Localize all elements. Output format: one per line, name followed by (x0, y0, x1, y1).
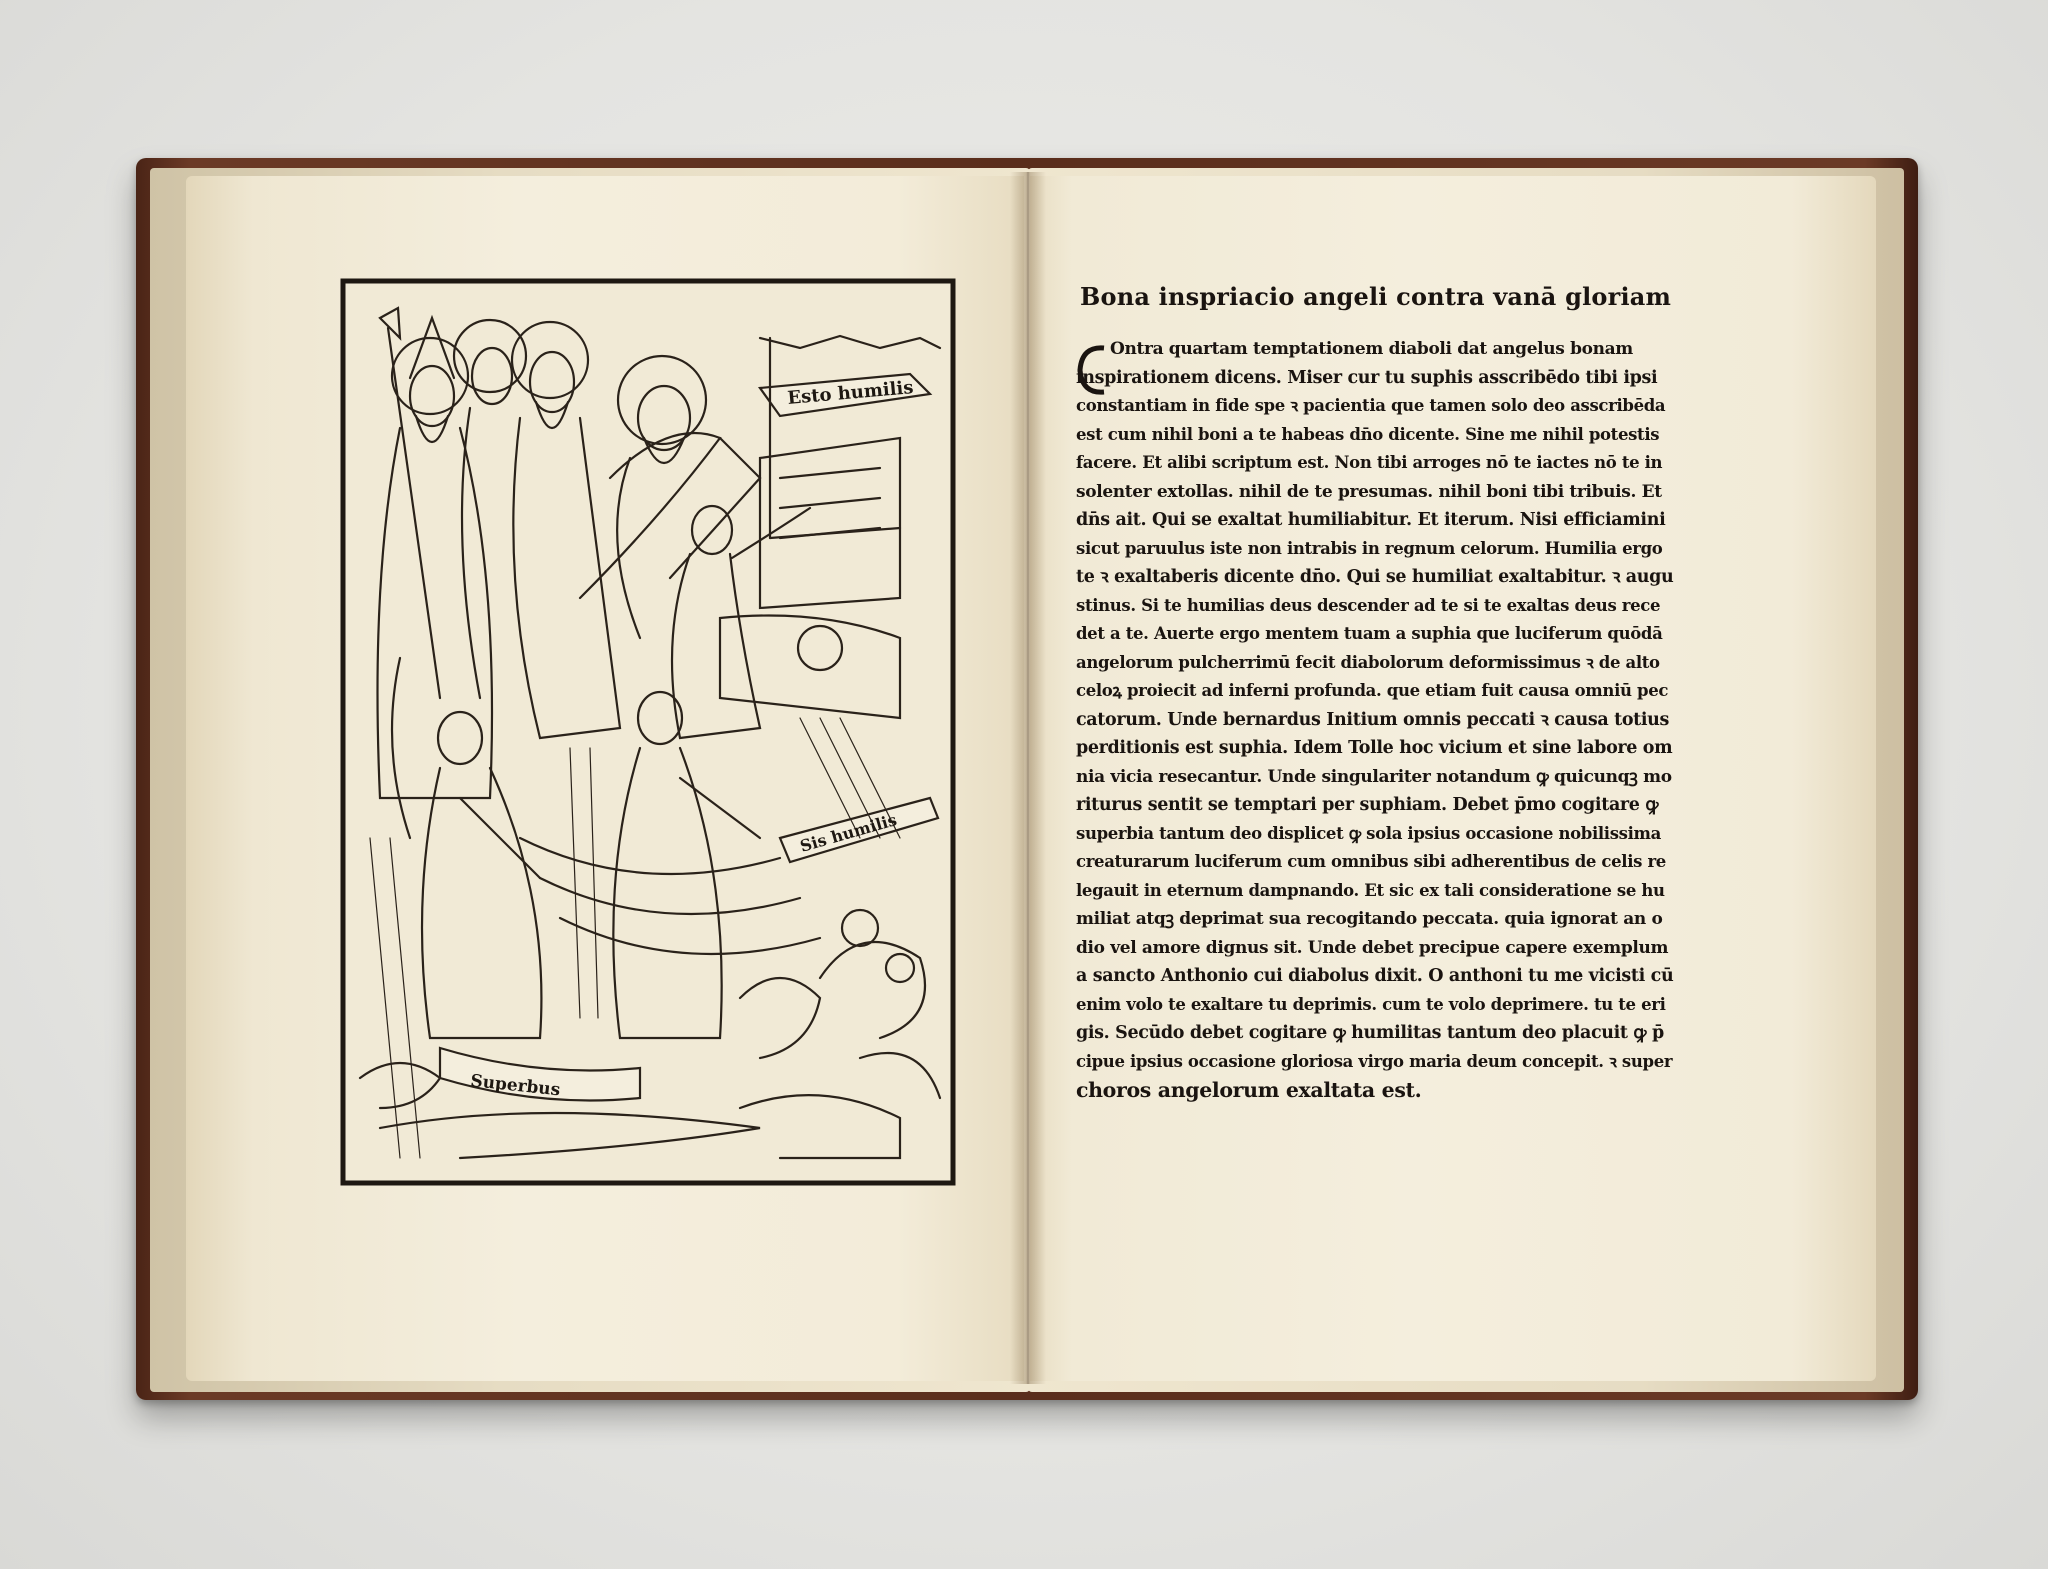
book-gutter (1010, 172, 1046, 1384)
text-line: catorum. Unde bernardus Initium omnis peccati ꝛ causa totius (1076, 709, 1670, 730)
text-line: perditionis est suphia. Idem Tolle hoc vicium et sine labore om (1076, 738, 1673, 758)
text-line: Ontra quartam temptationem diaboli dat angelus bonam (1110, 339, 1633, 359)
text-line: dn̄s ait. Qui se exaltat humiliabitur. Et iterum. Nisi efficiamini (1076, 510, 1666, 530)
text-line: sicut paruulus iste non intrabis in regnum celorum. Humilia ergo (1076, 538, 1663, 558)
woodcut-drawing (340, 278, 956, 1186)
drop-cap-initial (1076, 340, 1110, 398)
text-line: enim volo te exaltare tu deprimis. cum te volo deprimere. tu te eri (1076, 994, 1666, 1014)
text-line: te ꝛ exaltaberis dicente dn̄o. Qui se humiliat exaltabitur. ꝛ augu (1076, 567, 1674, 587)
text-line: legauit in eternum dampnando. Et sic ex tali consideratione se hu (1076, 880, 1665, 900)
text-line: a sancto Anthonio cui diabolus dixit. O anthoni tu me vicisti cū (1076, 966, 1674, 986)
text-line: riturus sentit se temptari per suphiam. Debet p̄mo cogitare ꝙ (1076, 795, 1659, 815)
text-line: stinus. Si te humilias deus descender ad te si te exaltas deus rece (1076, 595, 1661, 615)
text-line: inspirationem dicens. Miser cur tu suphis asscribēdo tibi ipsi (1076, 367, 1658, 388)
text-line: est cum nihil boni a te habeas dn̄o dicente. Sine me nihil potestis (1076, 424, 1660, 444)
text-line: nia vicia resecantur. Unde singulariter notandum ꝙ quicunqꝫ mo (1076, 766, 1672, 787)
text-line: cipue ipsius occasione gloriosa virgo maria deum concepit. ꝛ super (1076, 1051, 1673, 1071)
banner-right-text: Sis humilis (797, 810, 899, 856)
text-line: det a te. Auerte ergo mentem tuam a suphia que luciferum quōdā (1076, 624, 1663, 643)
text-line: miliat atqꝫ deprimat sua recogitando peccata. quia ignorat an o (1076, 909, 1663, 929)
text-line: gis. Secūdo debet cogitare ꝙ humilitas tantum deo placuit ꝙ p̄ (1076, 1023, 1664, 1043)
text-line: solenter extollas. nihil de te presumas. nihil boni tibi tribuis. Et (1076, 481, 1662, 502)
text-line: constantiam in fide spe ꝛ pacientia que tamen solo deo asscribēda (1076, 396, 1666, 415)
banner-top-text: Esto humilis (786, 377, 915, 409)
text-line: angelorum pulcherrimū fecit diabolorum deformissimus ꝛ de alto (1076, 652, 1660, 672)
text-line: dio vel amore dignus sit. Unde debet precipue capere exemplum (1076, 937, 1669, 958)
text-line: creaturarum luciferum cum omnibus sibi adherentibus de celis re (1076, 852, 1666, 871)
woodcut-illustration (340, 278, 956, 1186)
text-lines (1076, 335, 1674, 1105)
text-line: choros angelorum exaltata est. (1076, 1078, 1422, 1102)
text-line: facere. Et alibi scriptum est. Non tibi arroges nō te iactes nō te in (1076, 453, 1663, 472)
page-heading: Bona inspriacio angeli contra vanā gloriam (1080, 282, 1672, 311)
right-page-text (1076, 282, 1674, 1105)
text-line: celoꝝ proiecit ad inferni profunda. que etiam fuit causa omniū pec (1076, 681, 1669, 700)
text-line: superbia tantum deo displicet ꝙ sola ipsius occasione nobilissima (1076, 823, 1661, 843)
banner-bottom-text: Superbus (469, 1071, 562, 1101)
